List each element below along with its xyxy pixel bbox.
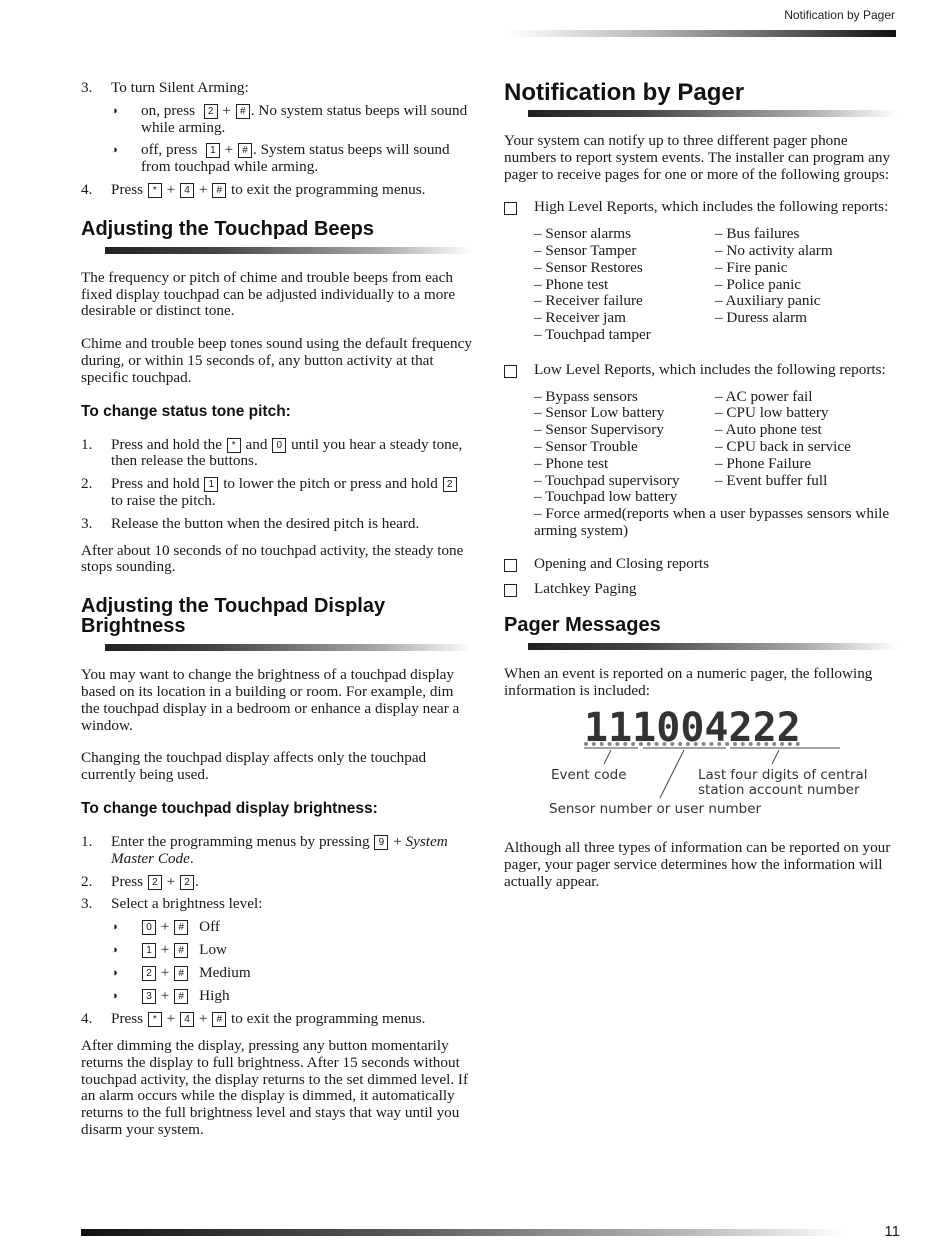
step-number: 3.: [81, 895, 93, 913]
pager-digits: 111004222: [584, 704, 801, 751]
report-force-armed: – Force armed(reports when a user bypasses sensors while arming system): [534, 505, 890, 539]
step-number: 2.: [81, 475, 93, 493]
key-hash-icon: #: [236, 104, 250, 119]
step-text: Press: [111, 180, 144, 198]
page-number: 11: [884, 1223, 900, 1240]
group-label: Opening and Closing reports: [534, 554, 710, 572]
paragraph: Changing the touchpad display affects only the touchpad currently being used.: [81, 749, 427, 784]
report-item: – Touchpad tamper: [534, 325, 651, 343]
step-exit: 4. Press * + 4 + # to exit the programming menus.: [81, 180, 426, 198]
key-1-icon: 1: [206, 143, 220, 158]
heading-rule: [528, 643, 898, 650]
paragraph: After dimming the display, pressing any button momentarily returns the display to full brightness. After 15 seconds without touchpad activity, the display returns to the set dimmed level. If an alarm occurs while the display is dimmed, it automatically returns to the full brightness level and stays that way until you disarm your system.: [81, 1036, 469, 1138]
checkbox-icon: [504, 365, 517, 378]
report-item: – Sensor Restores: [534, 258, 643, 276]
step-text: Select a brightness level:: [111, 895, 263, 913]
brightness-level-item: ◑ 1 + # Low: [111, 941, 228, 959]
report-column-2: [715, 389, 898, 507]
report-item: – Phone test: [534, 275, 609, 293]
step-text: +: [393, 832, 402, 850]
brightness-level-label: Low: [199, 941, 228, 959]
step-text: to raise the pitch.: [111, 491, 216, 509]
step-text: and: [245, 435, 268, 453]
left-column: [81, 80, 473, 1155]
report-columns: [534, 226, 898, 344]
key-1-icon: 1: [204, 477, 218, 492]
report-item: – Event buffer full: [715, 471, 828, 489]
step-3: [81, 516, 473, 533]
running-header: Notification by Pager: [784, 8, 895, 22]
footer-rule: [81, 1229, 848, 1236]
step-number: 4.: [81, 180, 93, 198]
step-text: Enter the programming menus by pressing: [111, 832, 370, 850]
step-text: until you hear a steady tone, then release the buttons.: [111, 435, 463, 470]
brightness-level-item: ◑ 3 + # High: [111, 987, 230, 1005]
step-2: 2. Press 2 + 2 .: [81, 872, 199, 890]
title-rule: [528, 110, 898, 117]
report-item: – Auto phone test: [715, 421, 822, 439]
report-item: – Sensor Low battery: [534, 404, 665, 422]
key-hash-icon: #: [174, 943, 188, 958]
brightness-level-label: High: [199, 987, 230, 1005]
key-hash-icon: #: [174, 989, 188, 1004]
group-label: Latchkey Paging: [534, 579, 637, 597]
key-star-icon: *: [227, 438, 241, 453]
bullet-icon: ◑: [111, 104, 118, 117]
bullet-icon: ◑: [111, 990, 118, 1003]
paragraph: After about 10 seconds of no touchpad activity, the steady tone stops sounding.: [81, 541, 464, 576]
group-label: Low Level Reports, which includes the following reports:: [534, 360, 886, 378]
checkbox-icon: [504, 584, 517, 597]
bullet-silent-off: ◑ off, press 1 + # . System status beeps will sound from touchpad while arming.: [111, 141, 450, 176]
label-event-code: Event code: [551, 766, 627, 783]
heading-pager-messages: Pager Messages: [504, 614, 661, 637]
key-2-icon: 2: [180, 875, 194, 890]
subheading-tone-pitch: To change status tone pitch:: [81, 402, 291, 420]
subheading-display-brightness: To change touchpad display brightness:: [81, 799, 378, 817]
system-master-code: System Master Code: [111, 832, 448, 867]
key-0-icon: 0: [142, 920, 156, 935]
step-number: 4.: [81, 1010, 93, 1028]
report-item: – Sensor Trouble: [534, 437, 638, 455]
label-last-four-digits: Last four digits of central station account number: [698, 766, 868, 798]
checkbox-icon: [504, 559, 517, 572]
report-item: – Bus failures: [715, 225, 800, 243]
step-number: 3.: [81, 79, 93, 96]
key-2-icon: 2: [204, 104, 218, 119]
latchkey-paging: [504, 581, 898, 598]
step-text: to lower the pitch or press and hold: [223, 475, 438, 493]
step-text: Press and hold the: [111, 435, 222, 453]
paragraph: When an event is reported on a numeric pager, the following information is included:: [504, 665, 873, 700]
report-item: – Phone Failure: [715, 454, 812, 472]
paragraph: Your system can notify up to three different pager phone numbers to report system events. The installer can program any pager to receive pages for one or more of the following groups:: [504, 132, 891, 183]
report-item: – CPU back in service: [715, 437, 851, 455]
paragraph: The frequency or pitch of chime and trouble beeps from each fixed display touchpad can be adjusted individually to a more desirable or distinct tone.: [81, 268, 456, 320]
report-item: – Auxiliary panic: [715, 292, 821, 310]
key-star-icon: *: [148, 1012, 162, 1027]
brightness-level-label: Medium: [199, 964, 251, 982]
heading-rule: [105, 644, 473, 651]
step-1: [81, 437, 473, 471]
step-2: [81, 476, 473, 510]
report-item: – CPU low battery: [715, 404, 829, 422]
key-hash-icon: #: [174, 966, 188, 981]
step-text: to exit the programming menus.: [231, 1010, 426, 1028]
key-1-icon: 1: [142, 943, 156, 958]
step-text: Press: [111, 1010, 144, 1028]
step-1: 1. Enter the programming menus by pressing 9 + System Master Code.: [81, 832, 448, 867]
report-item: – Sensor alarms: [534, 225, 632, 243]
bullet-text-rest: . System status beeps will sound from touchpad while arming.: [141, 141, 450, 176]
key-4-icon: 4: [180, 1012, 194, 1027]
key-0-icon: 0: [272, 438, 286, 453]
key-2-icon: 2: [443, 477, 457, 492]
brightness-level-item: ◑ 2 + # Medium: [111, 964, 251, 982]
report-item: – AC power fail: [715, 387, 813, 405]
key-hash-icon: #: [212, 1012, 226, 1027]
step-text: To turn Silent Arming:: [111, 79, 249, 96]
key-star-icon: *: [148, 183, 162, 198]
low-level-reports: [504, 362, 898, 540]
step-silent-arming: [81, 80, 473, 97]
bullet-silent-on: ◑ on, press 2 + # . No system status beeps will sound while arming.: [111, 101, 468, 136]
high-level-reports: [504, 199, 898, 343]
report-column-1: [534, 226, 715, 344]
step-number: 1.: [81, 832, 93, 850]
brightness-level-list: [81, 919, 473, 1005]
report-columns: [534, 389, 898, 507]
bullet-icon: ◑: [111, 944, 118, 957]
report-item: – Receiver jam: [534, 309, 626, 327]
key-hash-icon: #: [212, 183, 226, 198]
report-column-2: [715, 226, 898, 344]
key-3-icon: 3: [142, 989, 156, 1004]
heading-display-brightness: Adjusting the Touchpad Display Brightness: [81, 595, 386, 638]
step-number: 1.: [81, 435, 93, 453]
heading-rule: [105, 247, 473, 254]
bullet-text: on, press: [141, 101, 195, 119]
key-2-icon: 2: [142, 966, 156, 981]
report-item: – Phone test: [534, 454, 609, 472]
paragraph: Although all three types of information can be reported on your pager, your pager service determines how the information will actually appear.: [504, 838, 891, 890]
step-text-rest: to exit the programming menus.: [231, 180, 426, 198]
pager-message-figure: [504, 704, 898, 820]
paragraph: You may want to change the brightness of a touchpad display based on its location in a building or room. For example, dim the touchpad display in a bedroom or enhance a display near a window.: [81, 666, 460, 734]
bullet-icon: ◑: [111, 967, 118, 980]
heading-touchpad-beeps: Adjusting the Touchpad Beeps: [81, 217, 374, 240]
step-text: Press and hold: [111, 475, 200, 493]
opening-closing-reports: [504, 556, 898, 573]
key-hash-icon: #: [174, 920, 188, 935]
report-column-1: [534, 389, 715, 507]
right-column: [504, 80, 898, 906]
report-item: – Bypass sensors: [534, 387, 638, 405]
page-title: Notification by Pager: [504, 79, 745, 106]
step-text: Press: [111, 872, 144, 890]
report-item: – Police panic: [715, 275, 802, 293]
group-label: High Level Reports, which includes the following reports:: [534, 198, 889, 216]
report-item: – Duress alarm: [715, 309, 807, 327]
key-4-icon: 4: [180, 183, 194, 198]
bullet-text-rest: . No system status beeps will sound while arming.: [141, 101, 468, 136]
step-number: 2.: [81, 872, 93, 890]
report-item: – Sensor Supervisory: [534, 421, 664, 439]
bullet-text: off, press: [141, 141, 198, 159]
checkbox-icon: [504, 202, 517, 215]
report-item: – Receiver failure: [534, 292, 643, 310]
paragraph: Chime and trouble beep tones sound using the default frequency during, or within 15 seconds of, any button activity at that specific touchpad.: [81, 335, 472, 386]
header-rule: [505, 30, 896, 37]
step-3: [81, 896, 473, 913]
bullet-icon: ◑: [111, 921, 118, 934]
key-9-icon: 9: [374, 835, 388, 850]
brightness-level-label: Off: [199, 918, 220, 936]
step-4: 4. Press * + 4 + # to exit the programming menus.: [81, 1010, 426, 1028]
report-item: – Touchpad low battery: [534, 488, 678, 506]
bullet-icon: ◑: [111, 144, 118, 157]
step-text: Release the button when the desired pitch is heard.: [111, 514, 420, 532]
brightness-level-item: ◑ 0 + # Off: [111, 918, 220, 936]
key-2-icon: 2: [148, 875, 162, 890]
report-item: – Touchpad supervisory: [534, 471, 680, 489]
label-sensor-number: Sensor number or user number: [549, 800, 762, 817]
report-item: – Sensor Tamper: [534, 241, 637, 259]
step-number: 3.: [81, 514, 93, 532]
report-item: – Fire panic: [715, 258, 788, 276]
key-hash-icon: #: [238, 143, 252, 158]
report-item: – No activity alarm: [715, 241, 833, 259]
